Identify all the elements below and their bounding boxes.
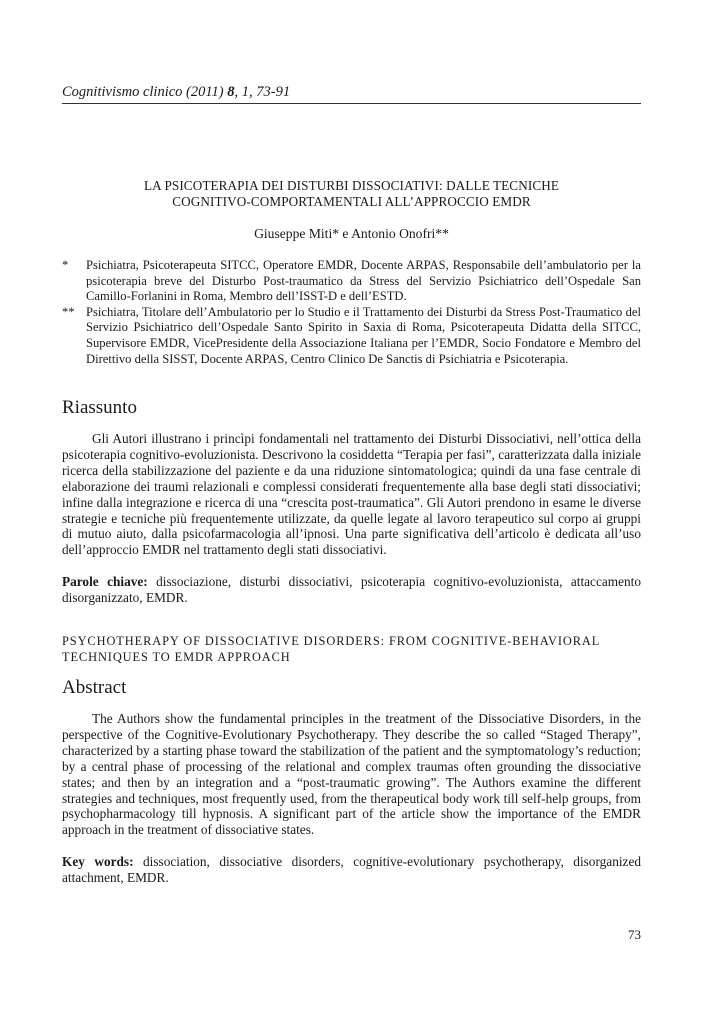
affiliation-note [62, 258, 641, 305]
running-header [62, 83, 641, 104]
article-title-line-2: COGNITIVO-COMPORTAMENTALI ALL’APPROCCIO EMDR [172, 193, 531, 209]
affiliation-text: Psichiatra, Titolare dell’Ambulatorio per lo Studio e il Trattamento dei Disturbi da Stress Post-Traumatico del Servizio Psichiatrico dell’Ospedale Santo Spirito in Saxia di Roma, Psicoterapeuta Didatta della SITCC, Supervisore EMDR, VicePresidente della Associazione Italiana per l’EMDR, Socio Fondatore e Membro del Direttivo della SISST, Docente ARPAS, Centro Clinico De Sanctis di Psichiatria e Psicoterapia. [86, 304, 641, 366]
keywords-text: dissociation, dissociative disorders, cognitive-evolutionary psychotherapy, disorganized attachment, EMDR. [62, 854, 641, 885]
abstract-body: The Authors show the fundamental principles in the treatment of the Dissociative Disorders, in the perspective of the Cognitive-Evolutionary Psychotherapy. They describe the so called “Staged Therapy”, characterized by a starting phase toward the stabilization of the patient and the symptomatology’s reduction; by a central phase of processing of the relational and complex traumas often grounding the dissociative states; and then by an integration and a “post-traumatic growing”. The Authors examine the different strategies and techniques, most frequently used, from the therapeutical body work till self-help groups, from psychopharmacology till hypnosis. A significant part of the article show the importance of the EMDR approach in the treatment of dissociative states. [62, 711, 641, 838]
abstract-keywords [62, 854, 641, 886]
journal-issue-pages: , 1, 73-91 [234, 84, 291, 100]
abstract-heading: Abstract [62, 677, 127, 698]
article-title [62, 178, 641, 209]
affiliation-text: Psichiatra, Psicoterapeuta SITCC, Operatore EMDR, Docente ARPAS, Responsabile dell’ambulatorio per la psicoterapia breve del Disturbo Post-traumatico da Stress del Servizio Psichiatrico dell’Ospedale San Camillo-Forlanini in Roma, Membro dell’ISST-D e dell’ESTD. [86, 258, 641, 304]
affiliation-mark: ** [62, 304, 75, 319]
article-title-line-1: LA PSICOTERAPIA DEI DISTURBI DISSOCIATIVI: DALLE TECNICHE [144, 178, 559, 193]
riassunto-keywords [62, 574, 641, 606]
riassunto-body: Gli Autori illustrano i princìpi fondamentali nel trattamento dei Disturbi Dissociativi, nell’ottica della psicoterapia cognitivo-evoluzionista. Descrivono la cosiddetta “Terapia per fasi”, caratterizzata dalla iniziale ricerca della stabilizzazione del paziente e da una riduzione sintomatologica; quindi da una fase centrale di elaborazione dei traumi relazionali e complessi considerati frequentemente alla base degli stati dissociativi; infine dalla integrazione e ricerca di una “crescita post-traumatica”. Gli Autori prendono in esame le diverse strategie e tecniche più frequentemente utilizzate, da quelle legate al lavoro terapeutico sul corpo ai gruppi di mutuo aiuto, dalla psicofarmacologia all’ipnosi. Una parte significativa dell’articolo è dedicata all’uso dell’approccio EMDR nel trattamento degli stati dissociativi. [62, 431, 641, 558]
keywords-label: Key words: [62, 854, 134, 869]
english-title: PSYCHOTHERAPY OF DISSOCIATIVE DISORDERS: FROM COGNITIVE-BEHAVIORAL TECHNIQUES TO EMDR APPROACH [62, 634, 600, 664]
keywords-label: Parole chiave: [62, 574, 148, 589]
journal-volume: 8 [227, 84, 235, 100]
journal-name: Cognitivismo clinico (2011) [62, 84, 224, 100]
keywords-text: dissociazione, disturbi dissociativi, psicoterapia cognitivo-evoluzionista, attaccamento disorganizzato, EMDR. [62, 574, 641, 605]
affiliation-note [62, 305, 641, 367]
author-affiliations [62, 258, 641, 367]
page-number: 73 [628, 927, 641, 942]
affiliation-mark: * [62, 258, 69, 272]
author-list: Giuseppe Miti* e Antonio Onofri** [254, 226, 449, 241]
riassunto-heading: Riassunto [62, 397, 137, 418]
